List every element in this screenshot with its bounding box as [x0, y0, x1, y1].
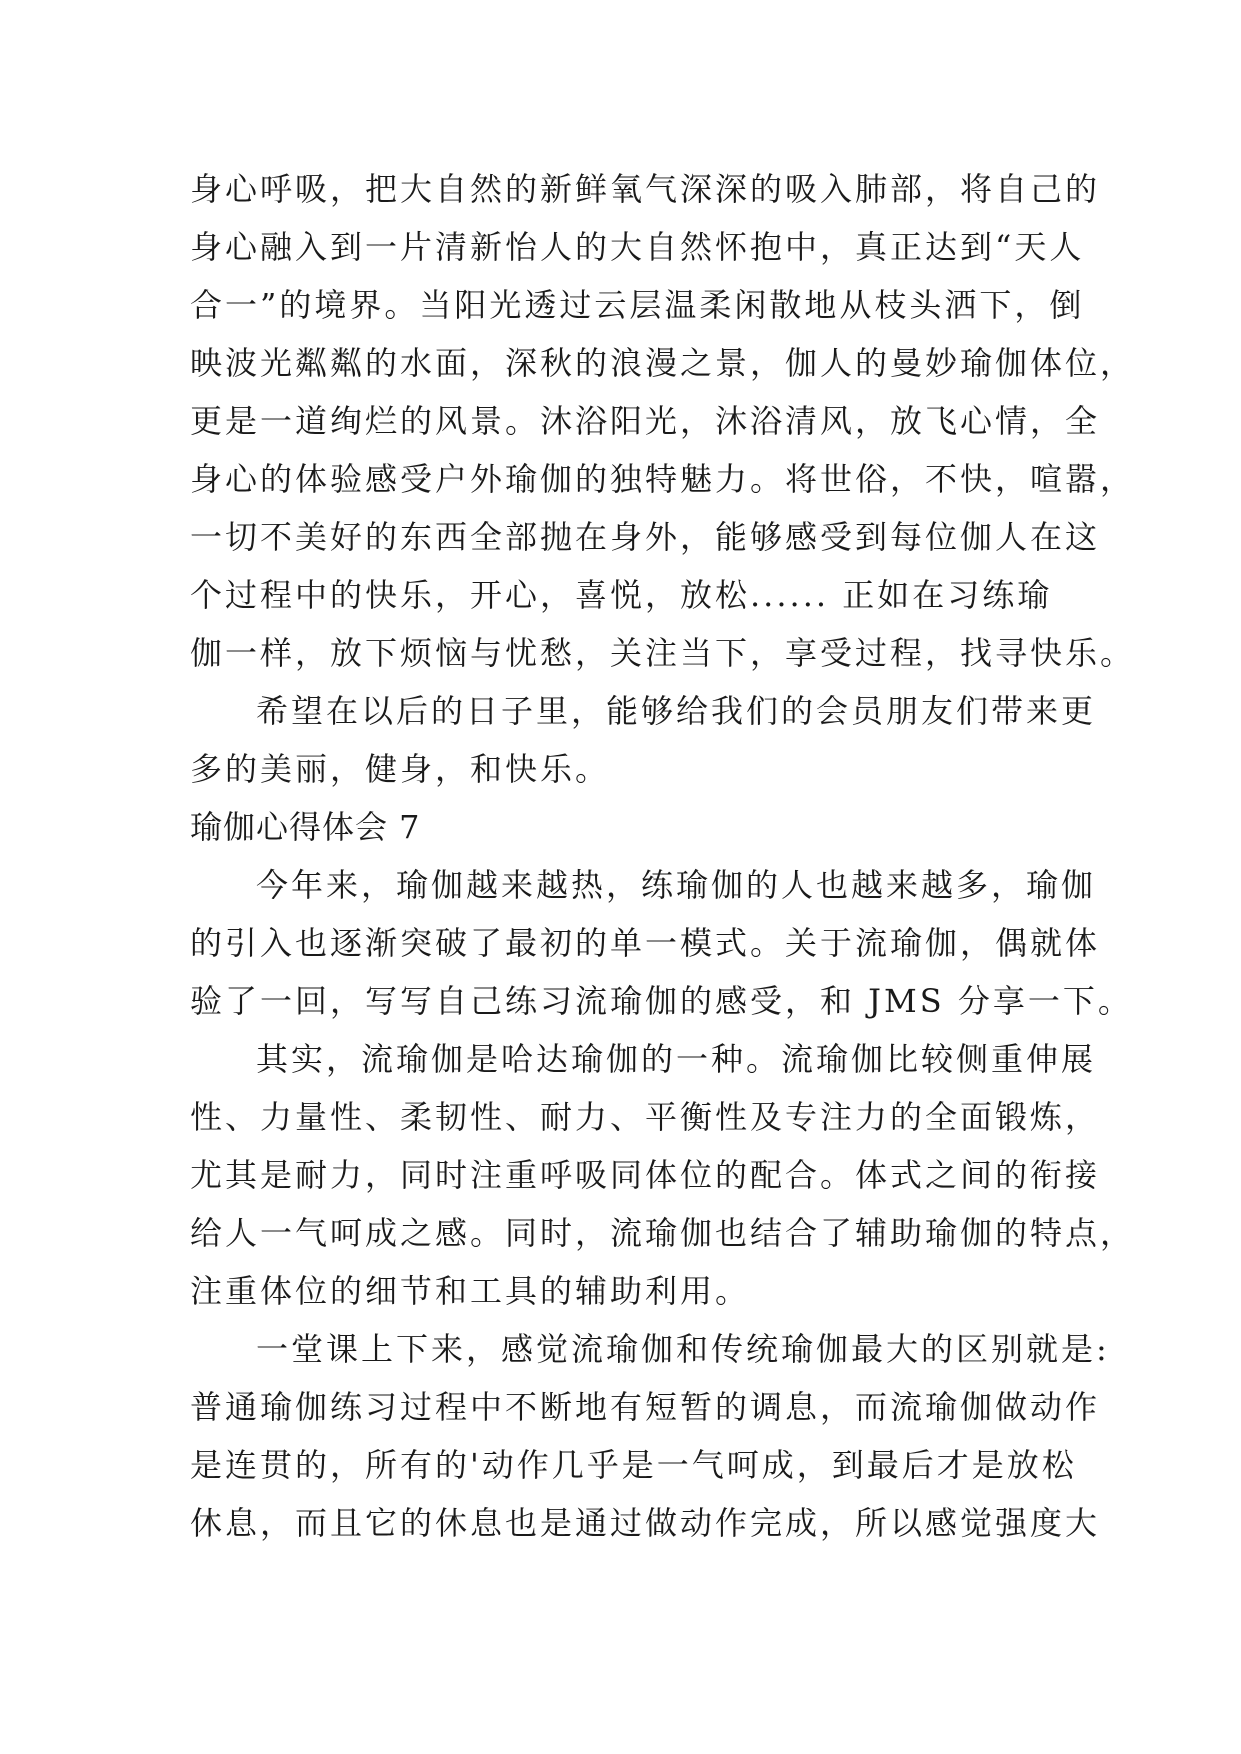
text-line: 希望在以后的日子里，能够给我们的会员朋友们带来更 [256, 692, 1097, 730]
text-line: 今年来，瑜伽越来越热，练瑜伽的人也越来越多，瑜伽 [256, 866, 1097, 904]
text-line: 休息，而且它的休息也是通过做动作完成，所以感觉强度大 [190, 1504, 1101, 1542]
text-line: 其实，流瑜伽是哈达瑜伽的一种。流瑜伽比较侧重伸展 [256, 1040, 1097, 1078]
text-line: 多的美丽，健身，和快乐。 [190, 750, 611, 788]
text-line: 身心的体验感受户外瑜伽的独特魅力。将世俗，不快，喧嚣， [190, 460, 1136, 498]
text-line: 验了一回，写写自己练习流瑜伽的感受，和 JMS 分享一下。 [190, 982, 1133, 1020]
text-line: 性、力量性、柔韧性、耐力、平衡性及专注力的全面锻炼， [190, 1098, 1101, 1136]
section-heading: 瑜伽心得体会 7 [190, 808, 421, 846]
text-line: 尤其是耐力，同时注重呼吸同体位的配合。体式之间的衔接 [190, 1156, 1101, 1194]
text-line: 一切不美好的东西全部抛在身外，能够感受到每位伽人在这 [190, 518, 1101, 556]
text-line: 身心融入到一片清新怡人的大自然怀抱中，真正达到“天人 [190, 228, 1085, 266]
text-line: 身心呼吸，把大自然的新鲜氧气深深的吸入肺部，将自己的 [190, 170, 1101, 208]
text-line: 给人一气呵成之感。同时，流瑜伽也结合了辅助瑜伽的特点， [190, 1214, 1136, 1252]
document-body [190, 160, 1136, 1552]
text-line: 合一”的境界。当阳光透过云层温柔闲散地从枝头洒下，倒 [190, 286, 1085, 324]
text-line: 映波光粼粼的水面，深秋的浪漫之景，伽人的曼妙瑜伽体位， [190, 344, 1136, 382]
text-line: 更是一道绚烂的风景。沐浴阳光，沐浴清风，放飞心情，全 [190, 402, 1101, 440]
text-line: 一堂课上下来，感觉流瑜伽和传统瑜伽最大的区别就是: [256, 1330, 1110, 1368]
text-line: 伽一样，放下烦恼与忧愁，关注当下，享受过程，找寻快乐。 [190, 634, 1136, 672]
text-line: 个过程中的快乐，开心，喜悦，放松...... 正如在习练瑜 [190, 576, 1053, 614]
text-line: 的引入也逐渐突破了最初的单一模式。关于流瑜伽，偶就体 [190, 924, 1101, 962]
text-line: 普通瑜伽练习过程中不断地有短暂的调息，而流瑜伽做动作 [190, 1388, 1101, 1426]
text-line: 注重体位的细节和工具的辅助利用。 [190, 1272, 751, 1310]
text-line: 是连贯的，所有的'动作几乎是一气呵成，到最后才是放松 [190, 1446, 1077, 1484]
